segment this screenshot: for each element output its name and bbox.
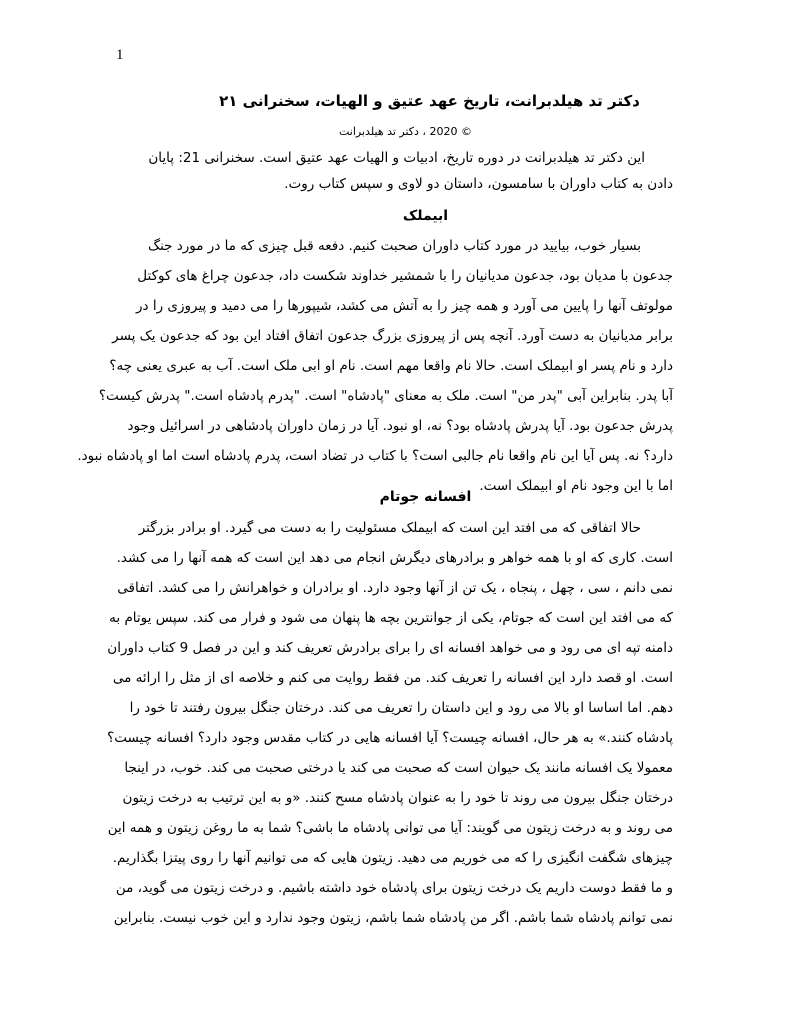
text-line: دادن به کتاب داوران با سامسون، داستان دو لاوی و سپس کتاب روت. bbox=[284, 176, 673, 192]
text-line: دارد؟ نه. پس آیا این نام واقعا نام جالبی است؟ با کتاب در تضاد است، پدرم پادشاه است اما او پادشاه نبود. bbox=[77, 448, 673, 464]
text-line: برابر مدیانیان به دست آورد. آنچه پس از پیروزی بزرگ جدعون اتفاق افتاد این بود که جدعون یک پسر bbox=[112, 328, 673, 344]
text-line: حالا اتفاقی که می افتد این است که ابیملک مسئولیت را به دست می گیرد. او برادر بزرگتر bbox=[138, 520, 641, 536]
text-line: و ما فقط دوست داریم یک درخت زیتون برای پادشاه خود داشته باشیم. و درخت زیتون می گوید، من bbox=[115, 880, 673, 896]
section-heading-abimelech: ابیملک bbox=[402, 208, 449, 224]
section-heading-jotham-fable: افسانه جوتام bbox=[379, 489, 472, 505]
text-line: آبا پدر. بنابراین آبی "پدر من" است. ملک به معنای "پادشاه" است. "پدرم پادشاه است." پدرش کیست؟ bbox=[98, 388, 673, 404]
text-line: پدرش جدعون بود. آیا پدرش پادشاه بود؟ نه، او نبود. آیا در زمان داوران پادشاهی در اسرائیل وجود bbox=[127, 418, 673, 434]
text-line: که می افتد این است که جوتام، یکی از جوانترین بچه ها پنهان می شود و فرار می کند. سپس یوتام به bbox=[109, 610, 673, 626]
text-line: دارد و نام پسر او ابیملک است. حالا نام واقعا مهم است. نام او ابی ملک است. آب به عبری یعنی چه؟ bbox=[109, 358, 673, 374]
text-line: دامنه تپه ای می رود و می خواهد افسانه ای را برای برادرش تعریف کند و این در فصل 9 کتاب داوران bbox=[107, 640, 673, 656]
text-line: دهم. اما اساسا او بالا می رود و این داستان را تعریف می کند. درختان جنگل بیرون رفتند تا خود را bbox=[129, 700, 673, 716]
text-line: نمی دانم ، سی ، چهل ، پنجاه ، یک تن از آنها وجود دارد. او برادران و خواهرانش را می کشد. اتفاقی bbox=[117, 580, 673, 596]
copyright-notice: © 2020 ، دکتر تد هیلدبرانت bbox=[339, 125, 472, 138]
text-line: چیزهای شگفت انگیزی را که می خوریم می دهید. زیتون هایی که می توانیم آنها را روی پیتزا بگذاریم. bbox=[112, 850, 673, 866]
page-number: 1 bbox=[116, 47, 124, 63]
text-line: مولوتف آنها را پایین می آورد و همه چیز را به آتش می کشد، شیپورها را می دمید و پیروزی را در bbox=[136, 298, 673, 314]
text-line: می روند و به درخت زیتون می گویند: آیا می توانی پادشاه ما باشی؟ شما به ما روغن زیتون و همه این bbox=[107, 820, 673, 836]
document-title: دکتر تد هیلدبرانت، تاریخ عهد عتیق و الهیات، سخنرانی ۲۱ bbox=[219, 92, 640, 110]
text-line: بسیار خوب، بیایید در مورد کتاب داوران صحبت کنیم. دفعه قبل چیزی که ما در مورد جنگ bbox=[147, 238, 641, 254]
text-line: پادشاه کنند.» به هر حال، افسانه چیست؟ آیا افسانه هایی در کتاب مقدس وجود دارد؟ افسانه چیست؟ bbox=[107, 730, 673, 746]
text-line: این دکتر تد هیلدبرانت در دوره تاریخ، ادبیات و الهیات عهد عتیق است. سخنرانی 21: پایان bbox=[148, 150, 645, 166]
text-line: است. کاری که او با همه خواهر و برادرهای دیگرش انجام می دهد این است که همه آنها را می کشد. bbox=[116, 550, 673, 566]
text-line: نمی توانم پادشاه شما باشم. اگر من پادشاه شما باشم، زیتون وجود ندارد و این خوب نیست. بنابراین bbox=[113, 910, 673, 926]
text-line: معمولا یک افسانه مانند یک حیوان است که صحبت می کند یا درختی صحبت می کند. خوب، در اینجا bbox=[124, 760, 673, 776]
text-line: جدعون با مدیان بود، جدعون مدیانیان را با شمشیر خداوند شکست داد، جدعون چراغ های کوکتل bbox=[137, 268, 673, 284]
text-line: اما با این وجود نام او ابیملک است. bbox=[479, 478, 673, 494]
text-line: درختان جنگل بیرون می روند تا خود را به عنوان پادشاه مسح کنند. «و به این ترتیب به درخت زیتون bbox=[122, 790, 673, 806]
text-line: است. او قصد دارد این افسانه را تعریف کند. من فقط روایت می کنم و خلاصه ای از مثل را ارائه می bbox=[112, 670, 673, 686]
